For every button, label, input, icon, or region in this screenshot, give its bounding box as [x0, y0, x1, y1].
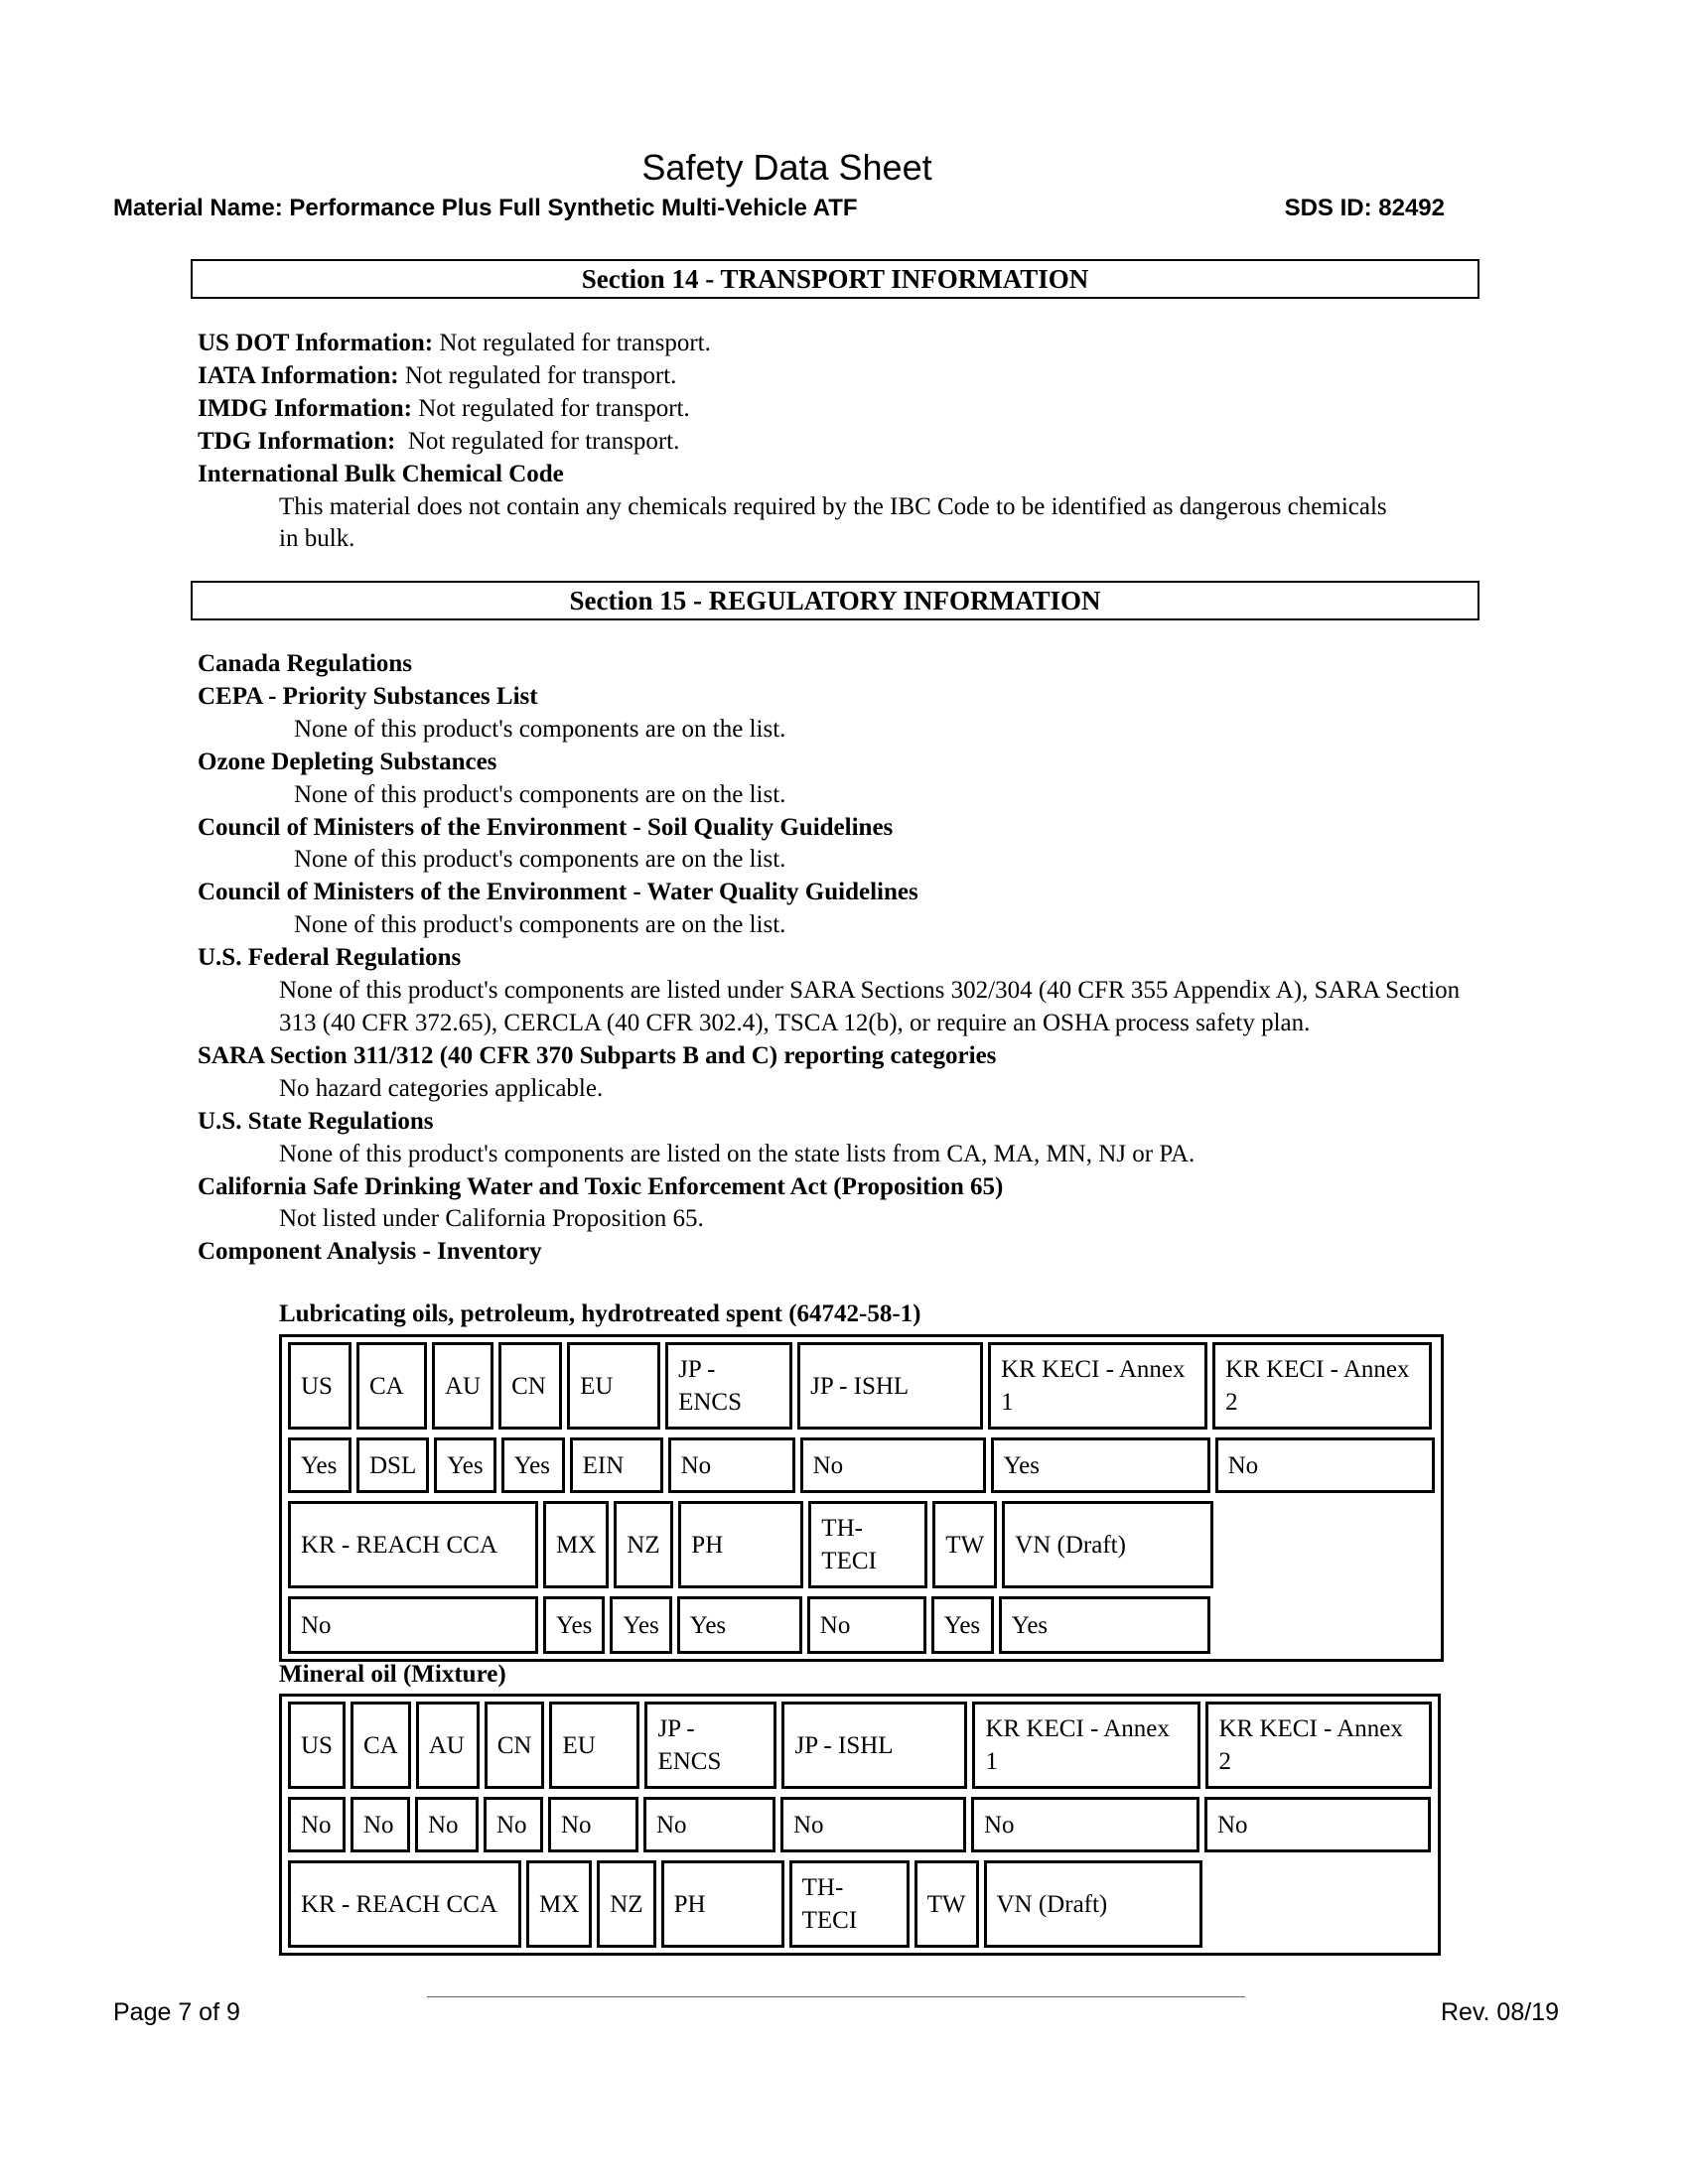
- component-name-2: Mineral oil (Mixture): [279, 1661, 506, 1688]
- prop65-text: Not listed under California Proposition 65.: [279, 1205, 704, 1233]
- cepa-heading: CEPA - Priority Substances List: [198, 682, 538, 710]
- column-header: KR KECI - Annex 2: [1212, 1342, 1432, 1430]
- state-heading: U.S. State Regulations: [198, 1107, 434, 1135]
- column-header: JP - ENCS: [665, 1342, 792, 1430]
- value-row-table: [283, 1793, 1436, 1856]
- table-cell: No: [807, 1596, 926, 1654]
- column-header: AU: [416, 1702, 480, 1789]
- value-row-table: [283, 1592, 1215, 1658]
- component-heading: Component Analysis - Inventory: [198, 1238, 542, 1266]
- column-header: US: [288, 1702, 346, 1789]
- table-cell: Yes: [999, 1596, 1210, 1654]
- canada-heading: Canada Regulations: [198, 650, 413, 677]
- imdg-line: [198, 393, 1488, 426]
- column-header: VN (Draft): [984, 1860, 1202, 1948]
- table-cell: No: [288, 1797, 346, 1852]
- column-header: EU: [549, 1702, 639, 1789]
- column-header: KR KECI - Annex 1: [972, 1702, 1200, 1789]
- header-row-table: [283, 1497, 1218, 1592]
- prop65-heading: California Safe Drinking Water and Toxic Enforcement Act (Proposition 65): [198, 1172, 1004, 1200]
- soil-heading: Council of Ministers of the Environment - Soil Quality Guidelines: [198, 813, 894, 841]
- header-row: [288, 1501, 1213, 1588]
- field-value: Not regulated for transport.: [411, 394, 690, 422]
- column-header: KR KECI - Annex 1: [988, 1342, 1207, 1430]
- header-row-table: [283, 1698, 1437, 1793]
- value-row: [288, 1797, 1431, 1852]
- table-cell: Yes: [543, 1596, 605, 1654]
- field-label: IATA Information:: [198, 361, 399, 389]
- column-header: CA: [351, 1702, 411, 1789]
- column-header: EU: [567, 1342, 660, 1430]
- table-cell: No: [668, 1437, 795, 1493]
- table-cell: No: [971, 1797, 1199, 1852]
- water-text: None of this product's components are on the list.: [294, 911, 786, 939]
- tdg-line: [198, 426, 1488, 459]
- section-15-body: [198, 648, 1488, 1269]
- soil-text: None of this product's components are on the list.: [294, 846, 786, 874]
- table-cell: No: [288, 1596, 538, 1654]
- inventory-table-2: [279, 1694, 1441, 1956]
- ibc-heading: International Bulk Chemical Code: [198, 460, 564, 487]
- ozone-text: None of this product's components are on the list.: [294, 780, 786, 808]
- column-header: JP - ENCS: [644, 1702, 776, 1789]
- column-header: PH: [661, 1860, 784, 1948]
- material-name: Material Name: Performance Plus Full Synthetic Multi-Vehicle ATF: [113, 195, 858, 221]
- column-header: NZ: [597, 1860, 655, 1948]
- column-header: KR - REACH CCA: [288, 1501, 538, 1588]
- column-header: MX: [526, 1860, 592, 1948]
- column-header: CA: [356, 1342, 427, 1430]
- document-title: Safety Data Sheet: [641, 147, 932, 188]
- table-cell: No: [643, 1797, 775, 1852]
- state-text: None of this product's components are listed on the state lists from CA, MA, MN, NJ or PA.: [279, 1140, 1196, 1167]
- table-cell: No: [1215, 1437, 1435, 1493]
- page-number: Page 7 of 9: [113, 1998, 240, 2026]
- iata-line: [198, 360, 1488, 393]
- federal-text: None of this product's components are listed under SARA Sections 302/304 (40 CFR 355 Appendix A), SARA Section 313 (40 CFR 372.65), CERCLA (40 CFR 302.4), TSCA 12(b), or require an OSHA process safety plan.: [279, 977, 1461, 1036]
- header-row-table: [283, 1856, 1207, 1952]
- field-label: TDG Information:: [198, 427, 396, 455]
- sara-text: No hazard categories applicable.: [279, 1074, 604, 1102]
- field-value: Not regulated for transport.: [433, 330, 711, 356]
- header-row: [288, 1342, 1432, 1430]
- column-header: PH: [678, 1501, 803, 1588]
- column-header: CN: [485, 1702, 545, 1789]
- table-cell: Yes: [610, 1596, 671, 1654]
- table-cell: No: [415, 1797, 479, 1852]
- table-cell: Yes: [677, 1596, 802, 1654]
- field-label: US DOT Information:: [198, 330, 434, 356]
- sds-id: SDS ID: 82492: [1284, 195, 1445, 221]
- field-value: Not regulated for transport.: [398, 361, 677, 389]
- column-header: TH-TECI: [808, 1501, 927, 1588]
- column-header: KR - REACH CCA: [288, 1860, 521, 1948]
- column-header: JP - ISHL: [797, 1342, 983, 1430]
- field-label: IMDG Information:: [198, 394, 412, 422]
- table-cell: No: [484, 1797, 543, 1852]
- table-cell: Yes: [991, 1437, 1210, 1493]
- table-cell: Yes: [501, 1437, 565, 1493]
- column-header: TH-TECI: [789, 1860, 910, 1948]
- value-row-table: [283, 1433, 1440, 1497]
- column-header: TW: [914, 1860, 979, 1948]
- section-15-heading: Section 15 - REGULATORY INFORMATION: [191, 581, 1479, 620]
- table-cell: No: [548, 1797, 638, 1852]
- us-dot-line: [198, 328, 1488, 360]
- value-row: [288, 1596, 1210, 1654]
- ibc-text: This material does not contain any chemicals required by the IBC Code to be identified as dangerous chemicals in bulk.: [279, 492, 1387, 553]
- section-14-heading: Section 14 - TRANSPORT INFORMATION: [191, 259, 1479, 299]
- federal-heading: U.S. Federal Regulations: [198, 944, 462, 972]
- header-row: [288, 1702, 1432, 1789]
- column-header: KR KECI - Annex 2: [1205, 1702, 1432, 1789]
- ozone-heading: Ozone Depleting Substances: [198, 748, 497, 775]
- section-14-body: [198, 328, 1488, 556]
- footer-divider: [427, 1996, 1245, 1997]
- column-header: CN: [498, 1342, 562, 1430]
- table-cell: DSL: [356, 1437, 429, 1493]
- table-cell: No: [351, 1797, 410, 1852]
- table-cell: No: [800, 1437, 986, 1493]
- column-header: NZ: [614, 1501, 673, 1588]
- column-header: VN (Draft): [1002, 1501, 1213, 1588]
- column-header: AU: [432, 1342, 493, 1430]
- header-row-table: [283, 1338, 1437, 1433]
- water-heading: Council of Ministers of the Environment - Water Quality Guidelines: [198, 879, 918, 906]
- column-header: TW: [932, 1501, 997, 1588]
- table-cell: Yes: [434, 1437, 495, 1493]
- table-cell: No: [1204, 1797, 1431, 1852]
- column-header: MX: [543, 1501, 609, 1588]
- inventory-table-1: [279, 1334, 1444, 1662]
- table-cell: EIN: [570, 1437, 663, 1493]
- cepa-text: None of this product's components are on the list.: [294, 715, 786, 743]
- column-header: US: [288, 1342, 352, 1430]
- header-row: [288, 1860, 1202, 1948]
- field-value: Not regulated for transport.: [395, 427, 680, 455]
- table-cell: Yes: [931, 1596, 994, 1654]
- table-cell: Yes: [288, 1437, 352, 1493]
- table-cell: No: [780, 1797, 966, 1852]
- value-row: [288, 1437, 1435, 1493]
- sara-heading: SARA Section 311/312 (40 CFR 370 Subparts B and C) reporting categories: [198, 1041, 997, 1069]
- component-name-1: Lubricating oils, petroleum, hydrotreated spent (64742-58-1): [279, 1300, 921, 1327]
- revision: Rev. 08/19: [1440, 1998, 1559, 2026]
- column-header: JP - ISHL: [781, 1702, 967, 1789]
